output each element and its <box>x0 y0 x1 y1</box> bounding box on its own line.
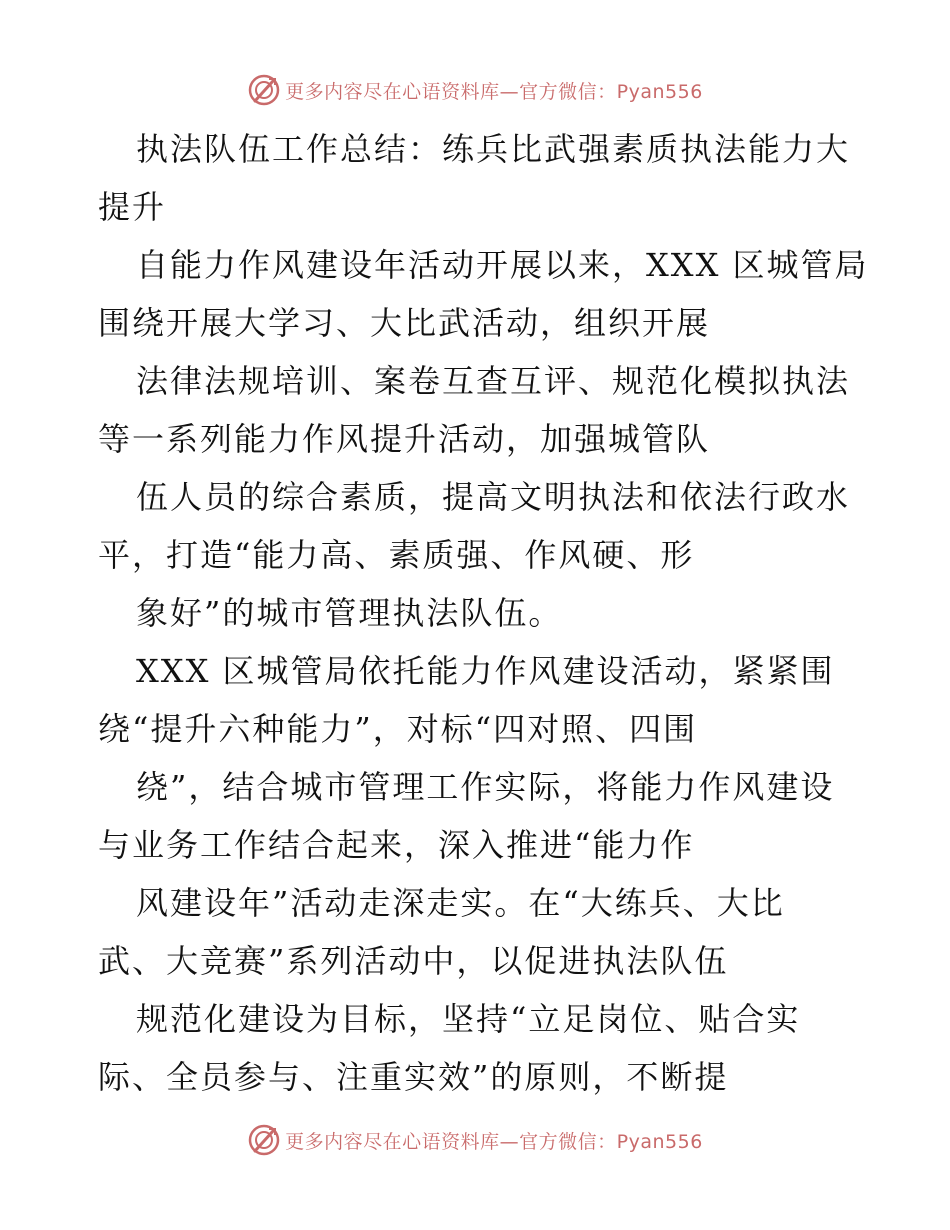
document-body <box>98 120 869 1106</box>
text-line: 法律法规培训、案卷互查互评、规范化模拟执法 <box>136 362 851 400</box>
text-line: 绕“提升六种能力”，对标“四对照、四围 <box>98 710 698 748</box>
text-line: 与业务工作结合起来，深入推进“能力作 <box>98 826 695 864</box>
text-line: 际、全员参与、注重实效”的原则，不断提 <box>98 1058 729 1096</box>
header-banner-text: 更多内容尽在心语资料库—官方微信：Pyan556 <box>285 80 703 103</box>
text-line: 象好”的城市管理执法队伍。 <box>136 594 563 632</box>
title-line-1: 执法队伍工作总结：练兵比武强素质执法能力大 <box>136 130 851 168</box>
text-line: 等一系列能力作风提升活动，加强城管队 <box>98 420 711 458</box>
title-line-2: 提升 <box>98 188 167 226</box>
text-line: 围绕开展大学习、大比武活动，组织开展 <box>98 304 711 342</box>
logo-icon <box>247 1123 281 1157</box>
text-line: 绕”，结合城市管理工作实际，将能力作风建设 <box>136 768 835 806</box>
text-line: 武、大竞赛”系列活动中，以促进执法队伍 <box>98 942 729 980</box>
text-line: 规范化建设为目标，坚持“立足岗位、贴合实 <box>136 1000 801 1038</box>
text-line: 风建设年”活动走深走实。在“大练兵、大比 <box>136 884 785 922</box>
text-line: XXX 区城管局依托能力作风建设活动，紧紧围 <box>136 652 835 690</box>
text-line: 自能力作风建设年活动开展以来，XXX 区城管局 <box>136 246 869 284</box>
footer-banner-text: 更多内容尽在心语资料库—官方微信：Pyan556 <box>285 1130 703 1153</box>
text-line: 伍人员的综合素质，提高文明执法和依法行政水 <box>136 478 851 516</box>
header-banner <box>0 70 950 110</box>
text-line: 平，打造“能力高、素质强、作风硬、形 <box>98 536 695 574</box>
logo-icon <box>247 73 281 107</box>
footer-banner <box>0 1120 950 1160</box>
